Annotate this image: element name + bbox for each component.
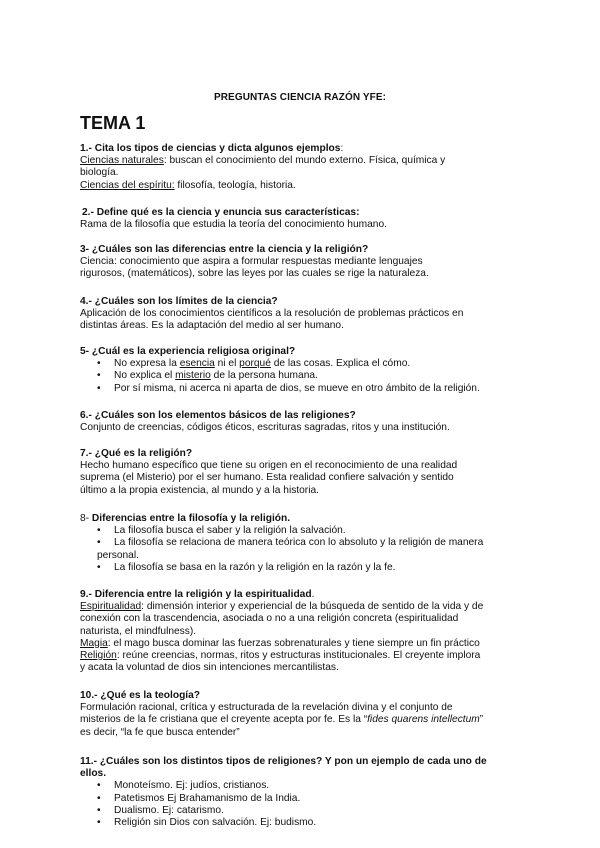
term-espiritualidad: Espiritualidad [80,601,142,613]
latin-phrase: fides quarens intellectum [367,714,480,726]
question-7-title: 7.- ¿Qué es la religión? [80,448,193,459]
term-ciencias-espiritu: Ciencias del espíritu: [80,179,175,191]
question-4-title: 4.- ¿Cuáles son los límites de la ciencia? [80,296,278,307]
question-2-title: 2.- Define qué es la ciencia y enuncia sus características: [82,207,360,218]
list-item: • Religión sin Dios con salvación. Ej: budismo. [80,817,525,829]
question-1-title: 1.- Cita los tipos de ciencias y dicta algunos ejemplos [80,143,341,154]
term-magia: Magia [80,637,108,649]
question-11-list [80,780,525,829]
list-item: • Dualismo. Ej: catarismo. [80,805,525,817]
question-10-title: 10.- ¿Qué es la teología? [80,690,201,701]
question-5-title: 5- ¿Cuál es la experiencia religiosa original? [80,346,296,357]
list-item: • La filosofía se basa en la razón y la religión en la razón y la fe. [80,562,525,574]
question-6-title: 6.- ¿Cuáles son los elementos básicos de las religiones? [80,410,356,421]
list-item: • La filosofía se relaciona de manera teórica con lo absoluto y la religión de manera personal. [80,537,525,561]
question-7: 7.- ¿Qué es la religión? Hecho humano específico que tiene su origen en el reconocimiento de una realidad suprema (el Misterio) por el ser humano. Esta realidad confiere salvación y sentido último a la propia existencia, al mundo y a la historia. [80,448,525,497]
question-9-title: 9.- Diferencia entre la religión y la espiritualidad [80,589,312,600]
question-1: 1.- Cita los tipos de ciencias y dicta algunos ejemplos: Ciencias naturales: buscan el conocimiento del mundo externo. Física, química y biología. Ciencias del espíritu: filosofía, teología, historia. [80,143,446,191]
question-6: 6.- ¿Cuáles son los elementos básicos de las religiones? Conjunto de creencias, códigos éticos, escrituras sagradas, ritos y una institución. [80,410,525,434]
term-religion: Religión [80,650,117,662]
list-item: • No explica el misterio de la persona humana. [80,370,525,382]
question-5 [80,346,525,395]
list-item: • Patetismos Ej Brahamanismo de la India. [80,793,525,805]
question-8-title: Diferencias entre la filosofía y la religión. [89,513,291,524]
question-9: 9.- Diferencia entre la religión y la espiritualidad. Espiritualidad: dimensión interior y experiencial de la búsqueda de sentido de la vida y de conexión con la trascendencia, asociada o no a una religión concreta (espiritualidad naturista, el mindfulness). Magia: el mago busca dominar las fuerzas sobrenaturales y tiene siempre un fin práctico Religión: reúne creencias, normas, ritos y estructuras institucionales. El creyente implora y acata la voluntad de dios sin intenciones mercantilistas. [80,589,484,674]
question-2: 2.- Define qué es la ciencia y enuncia sus características: Rama de la filosofía que estudia la teoría del conocimiento humano. [82,207,527,231]
question-8-list [80,525,525,574]
question-8: 8- Diferencias entre la filosofía y la religión. • La filosofía busca el saber y la religión la salvación. • La filosofía se relaciona de manera teórica con lo absoluto y la religión de manera personal. • La filosofía se basa en la razón y la religión en la razón y la fe. [80,513,525,574]
list-item: • La filosofía busca el saber y la religión la salvación. [80,525,525,537]
question-10: 10.- ¿Qué es la teología? Formulación racional, crítica y estructurada de la revelación divina y el conjunto de misterios de la fe cristiana que el creyente acepta por fe. Es la “fides quarens intellectum” es decir, “la fe que busca entender” [80,690,525,739]
question-11: 11.- ¿Cuáles son los distintos tipos de religiones? Y pon un ejemplo de cada uno de ellos. • Monoteísmo. Ej: judíos, cristianos. • Patetismos Ej Brahamanismo de la India. • Dualismo. Ej: catarismo. • Religión sin Dios con salvación. Ej: budismo. [80,756,525,829]
list-item: • Monoteísmo. Ej: judíos, cristianos. [80,780,525,792]
question-5-list [80,358,525,395]
question-3-title: 3- ¿Cuáles son las diferencias entre la ciencia y la religión? [80,244,369,255]
question-3: 3- ¿Cuáles son las diferencias entre la ciencia y la religión? Ciencia: conocimiento que aspira a formular respuestas mediante lenguajes rigurosos, (matemáticos), sobre las leyes por las cuales se rige la naturaleza. [80,244,525,281]
list-item: • No expresa la esencia ni el porqué de las cosas. Explica el cómo. [80,358,525,370]
list-item: • Por sí misma, ni acerca ni aparta de dios, se mueve en otro ámbito de la religión. [80,383,525,395]
document-title: PREGUNTAS CIENCIA RAZÓN YFE: [213,92,387,103]
question-4: 4.- ¿Cuáles son los límites de la ciencia? Aplicación de los conocimientos científicos a la resolución de problemas prácticos en distintas áreas. Es la adaptación del medio al ser humano. [80,296,525,333]
term-ciencias-naturales: Ciencias naturales [80,155,164,167]
question-11-title: 11.- ¿Cuáles son los distintos tipos de religiones? Y pon un ejemplo de cada uno de [80,756,487,767]
section-heading: TEMA 1 [80,113,146,133]
